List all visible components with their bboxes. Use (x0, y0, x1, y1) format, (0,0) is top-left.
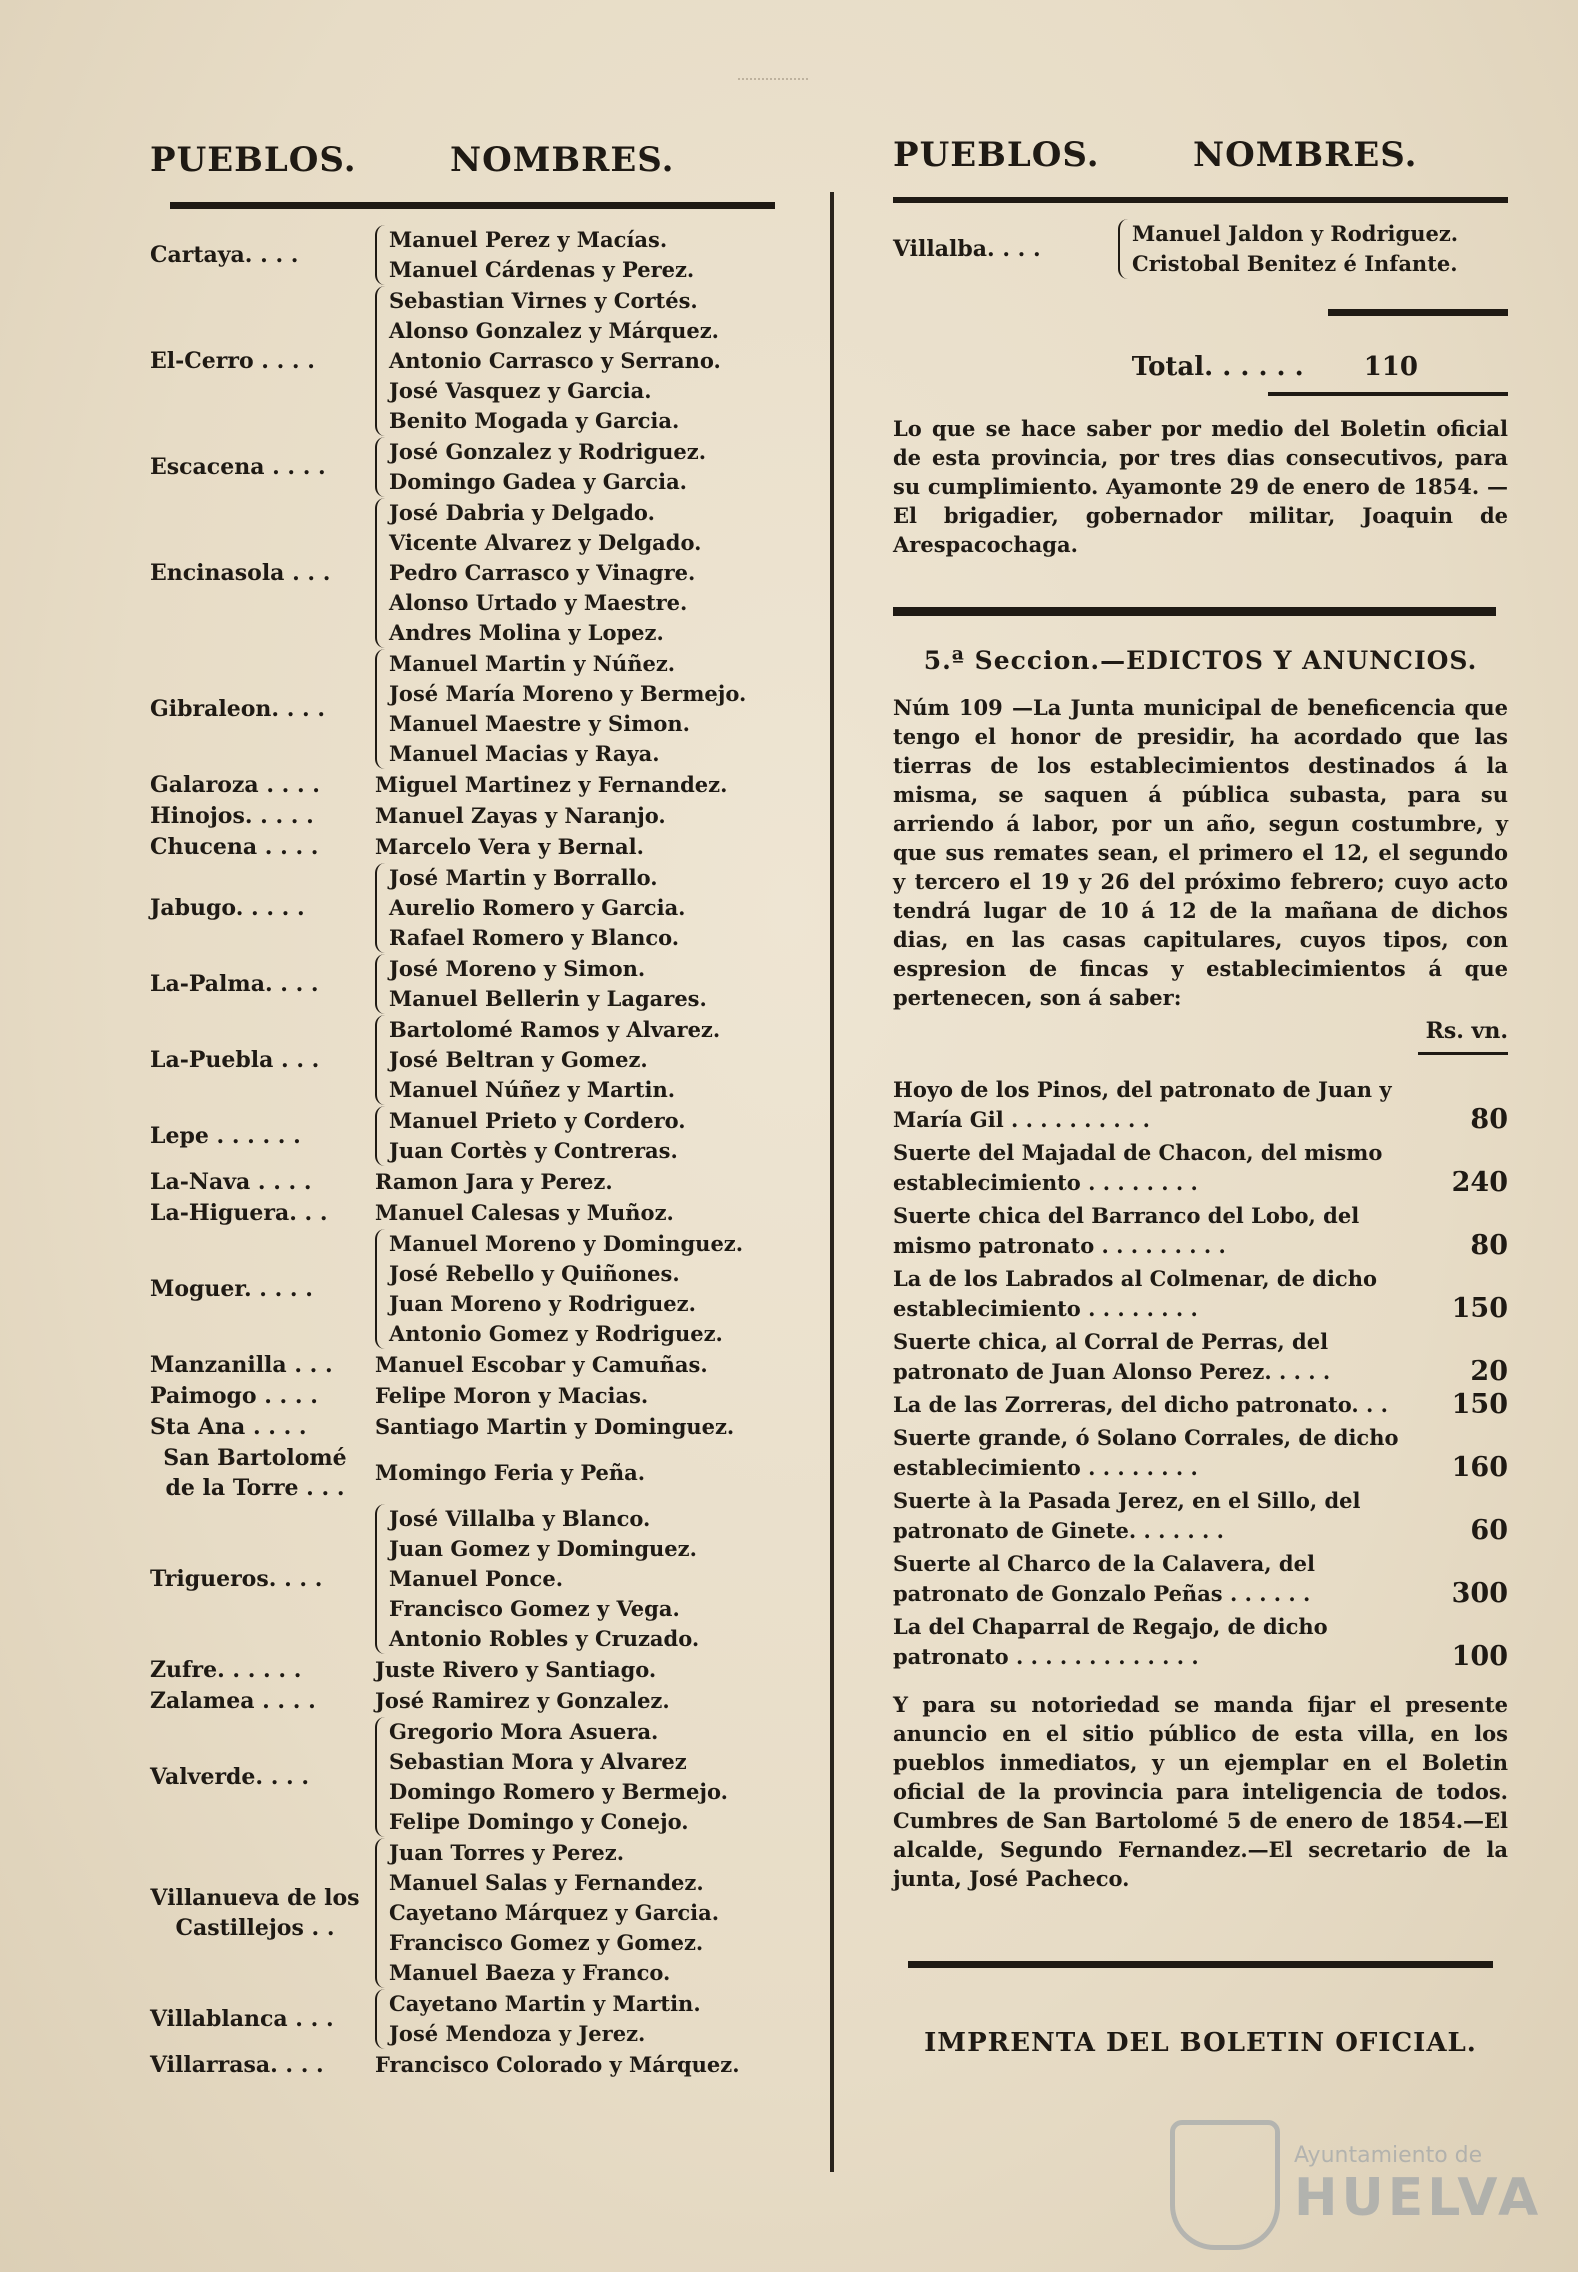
person-name: Juan Cortès y Contreras. (389, 1138, 678, 1163)
person-name: Rafael Romero y Blanco. (389, 925, 680, 950)
person-name: Manuel Ponce. (389, 1566, 563, 1591)
person-name: Felipe Moron y Macias. (375, 1383, 649, 1408)
auction-item (893, 1201, 1508, 1261)
pueblo-name: Gibraleon. . . . (150, 696, 326, 722)
person-name: Gregorio Mora Asuera. (389, 1719, 659, 1744)
pueblo-entry (150, 832, 775, 862)
person-name: Felipe Domingo y Conejo. (389, 1809, 689, 1834)
person-name: Manuel Martin y Núñez. (389, 651, 676, 676)
names-group (375, 801, 666, 831)
pueblo-entry (150, 1167, 775, 1197)
pueblo-entry (150, 1198, 775, 1228)
person-name: José Mendoza y Jerez. (389, 2021, 646, 2046)
pueblo-entry (150, 437, 775, 497)
auction-item (893, 1612, 1508, 1672)
person-name: Manuel Macias y Raya. (389, 741, 660, 766)
person-name: Cristobal Benitez é Infante. (1132, 251, 1458, 276)
person-name: Manuel Moreno y Dominguez. (389, 1231, 744, 1256)
brace (375, 1015, 385, 1105)
auction-item (893, 1138, 1508, 1198)
person-name: Alonso Gonzalez y Márquez. (389, 318, 719, 343)
names-group (375, 498, 701, 648)
person-name: Vicente Alvarez y Delgado. (389, 530, 702, 555)
names-group (375, 1381, 648, 1411)
pueblo-name: La-Palma. . . . (150, 971, 319, 997)
names-group (375, 1686, 670, 1716)
person-name: Domingo Romero y Bermejo. (389, 1779, 728, 1804)
brace (1118, 219, 1128, 279)
person-name: Benito Mogada y Garcia. (389, 408, 680, 433)
item-description: Suerte à la Pasada Jerez, en el Sillo, del patronato de Ginete. . . . . . . (893, 1488, 1361, 1543)
names-group (375, 1989, 701, 2049)
names-group (375, 286, 721, 436)
item-price: 150 (1451, 1389, 1508, 1420)
page-top-ornament (738, 78, 808, 90)
names-group (375, 649, 746, 769)
brace (375, 649, 385, 769)
pueblo-name: Galaroza . . . . (150, 772, 320, 798)
person-name: Manuel Calesas y Muñoz. (375, 1200, 674, 1225)
pueblo-entry (150, 1443, 775, 1503)
pueblo-entry (150, 1106, 775, 1166)
person-name: Manuel Escobar y Camuñas. (375, 1352, 708, 1377)
pueblo-name: La-Nava . . . . (150, 1169, 312, 1195)
item-price: 300 (1451, 1578, 1508, 1609)
person-name: Manuel Salas y Fernandez. (389, 1870, 704, 1895)
right-column-headers (893, 135, 1508, 175)
price-header-rule (1418, 1052, 1508, 1055)
pueblo-entry (150, 1350, 775, 1380)
auction-item (893, 1264, 1508, 1324)
person-name: Manuel Prieto y Cordero. (389, 1108, 686, 1133)
total-label: Total. . . . . . (1131, 352, 1304, 382)
pueblo-entry (150, 1989, 775, 2049)
header-rule (170, 202, 775, 209)
person-name: José Gonzalez y Rodriguez. (389, 439, 706, 464)
item-description: Suerte chica del Barranco del Lobo, del mismo patronato . . . . . . . . . (893, 1203, 1360, 1258)
pueblo-entry (150, 801, 775, 831)
pueblo-entry (150, 1838, 775, 1988)
person-name: Manuel Núñez y Martin. (389, 1077, 676, 1102)
pueblo-name: La-Puebla . . . (150, 1047, 320, 1073)
brace (375, 437, 385, 497)
person-name: José Beltran y Gomez. (389, 1047, 648, 1072)
person-name: Alonso Urtado y Maestre. (389, 590, 688, 615)
pueblo-entry (150, 1504, 775, 1654)
pueblo-name: Manzanilla . . . (150, 1352, 333, 1378)
pueblo-name: Cartaya. . . . (150, 242, 299, 268)
names-group (375, 1504, 699, 1654)
item-description: Suerte del Majadal de Chacon, del mismo establecimiento . . . . . . . . (893, 1140, 1383, 1195)
person-name: Antonio Robles y Cruzado. (389, 1626, 700, 1651)
item-description: Suerte al Charco de la Calavera, del patronato de Gonzalo Peñas . . . . . . (893, 1551, 1315, 1606)
person-name: Andres Molina y Lopez. (389, 620, 664, 645)
pueblo-name: Villarrasa. . . . (150, 2052, 324, 2078)
header-rule (893, 197, 1508, 203)
right-column (893, 135, 1508, 2058)
pueblo-entry (150, 954, 775, 1014)
pueblo-name: Villablanca . . . (150, 2006, 334, 2032)
pueblo-name: Paimogo . . . . (150, 1383, 318, 1409)
brace (375, 1717, 385, 1837)
person-name: Bartolomé Ramos y Alvarez. (389, 1017, 721, 1042)
pueblo-name: Zufre. . . . . . (150, 1657, 302, 1683)
watermark-line1: Ayuntamiento de (1294, 2142, 1483, 2168)
pueblo-entry (150, 225, 775, 285)
item-price: 100 (1451, 1641, 1508, 1672)
pueblo-name: Zalamea . . . . (150, 1688, 316, 1714)
names-group (375, 954, 707, 1014)
person-name: Marcelo Vera y Bernal. (375, 834, 644, 859)
person-name: Manuel Perez y Macías. (389, 227, 668, 252)
left-column-headers (150, 140, 775, 180)
watermark-line2: HUELVA (1294, 2167, 1543, 2228)
person-name: Juan Moreno y Rodriguez. (389, 1291, 696, 1316)
names-group (375, 1106, 686, 1166)
brace (375, 1106, 385, 1166)
pueblo-name: Trigueros. . . . (150, 1566, 323, 1592)
person-name: Manuel Zayas y Naranjo. (375, 803, 666, 828)
person-name: Juste Rivero y Santiago. (375, 1657, 657, 1682)
pueblo-entry (150, 863, 775, 953)
section-title: 5.ª Seccion.—EDICTOS Y ANUNCIOS. (923, 646, 1478, 675)
brace (375, 1229, 385, 1349)
names-group (375, 1229, 743, 1349)
person-name: Manuel Jaldon y Rodriguez. (1132, 221, 1459, 246)
person-name: Santiago Martin y Dominguez. (375, 1414, 735, 1439)
pueblo-name: Villalba. . . . (893, 236, 1041, 262)
edict-intro: Núm 109 —La Junta municipal de beneficencia que tengo el honor de presidir, ha acordado que las tierras de los establecimientos destinados á la misma, se saquen á pública subasta, para su arriendo á labor, por un año, segun costumbre, y que sus remates sean, el primero el 12, el segundo y tercero el 19 y 26 del próximo febrero; cuyo acto tendrá lugar de 10 á 12 de la mañana de dichos dias, en las casas capitulares, cuyos tipos, con espresion de fincas y establecimientos á que pertenecen, son á saber: (893, 695, 1508, 1010)
names-group (375, 1458, 645, 1488)
total-underline (1268, 392, 1508, 396)
names-group (375, 1838, 719, 1988)
person-name: Cayetano Márquez y Garcia. (389, 1900, 720, 1925)
person-name: Juan Gomez y Dominguez. (389, 1536, 697, 1561)
names-group (375, 863, 685, 953)
person-name: José Rebello y Quiñones. (389, 1261, 680, 1286)
person-name: José Villalba y Blanco. (389, 1506, 651, 1531)
person-name: Domingo Gadea y Garcia. (389, 469, 687, 494)
pueblo-entry (150, 286, 775, 436)
pueblo-name: Moguer. . . . . (150, 1276, 313, 1302)
auction-item (893, 1486, 1508, 1546)
names-group (375, 1350, 708, 1380)
person-name: Sebastian Mora y Alvarez (389, 1749, 687, 1774)
pueblo-entry (150, 1686, 775, 1716)
end-rule (908, 1961, 1493, 1968)
column-divider (830, 192, 834, 2172)
person-name: Pedro Carrasco y Vinagre. (389, 560, 696, 585)
edict-closing: Y para su notoriedad se manda fijar el presente anuncio en el sitio público de esta villa, en los pueblos inmediatos, y un ejemplar en el Boletin oficial de la provincia para inteligencia de todos. Cumbres de San Bartolomé 5 de enero de 1854.—El alcalde, Segundo Fernandez.—El secretario de la junta, José Pacheco. (893, 1692, 1508, 1891)
names-group (375, 770, 727, 800)
names-group (375, 1412, 734, 1442)
item-description: Hoyo de los Pinos, del patronato de Juan y María Gil . . . . . . . . . . (893, 1077, 1392, 1132)
brace (375, 863, 385, 953)
pueblo-name: Escacena . . . . (150, 454, 326, 480)
item-price: 60 (1470, 1515, 1508, 1546)
names-group (375, 2050, 740, 2080)
pueblo-entry (150, 1229, 775, 1349)
person-name: José María Moreno y Bermejo. (389, 681, 747, 706)
names-group (375, 225, 694, 285)
pueblo-entry (150, 1412, 775, 1442)
item-price: 240 (1451, 1167, 1508, 1198)
person-name: Francisco Gomez y Vega. (389, 1596, 680, 1621)
person-name: José Ramirez y Gonzalez. (375, 1688, 670, 1713)
names-group (375, 1717, 728, 1837)
pueblo-name: Encinasola . . . (150, 560, 331, 586)
brace (375, 1989, 385, 2049)
pueblos-header: PUEBLOS. (150, 140, 357, 180)
pueblo-name: San Bartolomé de la Torre . . . (163, 1445, 347, 1501)
person-name: Manuel Cárdenas y Perez. (389, 257, 695, 282)
item-description: La de las Zorreras, del dicho patronato. . . (893, 1392, 1388, 1417)
pueblo-entry (150, 1381, 775, 1411)
person-name: Sebastian Virnes y Cortés. (389, 288, 698, 313)
brace (375, 1838, 385, 1988)
pueblo-entry (150, 1015, 775, 1105)
person-name: José Vasquez y Garcia. (389, 378, 652, 403)
person-name: Francisco Colorado y Márquez. (375, 2052, 740, 2077)
names-group (375, 1167, 613, 1197)
pueblos-header: PUEBLOS. (893, 135, 1100, 175)
pueblo-name: Jabugo. . . . . (150, 895, 305, 921)
pueblo-name: Chucena . . . . (150, 834, 319, 860)
brace (375, 1504, 385, 1654)
brace (375, 954, 385, 1014)
person-name: Cayetano Martin y Martin. (389, 1991, 701, 2016)
names-group (375, 1655, 656, 1685)
person-name: José Moreno y Simon. (389, 956, 646, 981)
item-description: Suerte chica, al Corral de Perras, del patronato de Juan Alonso Perez. . . . . (893, 1329, 1331, 1384)
auction-item-list (893, 1075, 1508, 1672)
total-rule (1328, 309, 1508, 316)
pueblo-entry (150, 649, 775, 769)
pueblo-name: Hinojos. . . . . (150, 803, 314, 829)
person-name: Miguel Martinez y Fernandez. (375, 772, 728, 797)
person-name: Antonio Carrasco y Serrano. (389, 348, 721, 373)
item-price: 80 (1470, 1104, 1508, 1135)
person-name: José Martin y Borrallo. (389, 865, 658, 890)
nombres-header: NOMBRES. (450, 140, 675, 180)
item-price: 20 (1470, 1356, 1508, 1387)
person-name: Ramon Jara y Perez. (375, 1169, 613, 1194)
person-name: José Dabria y Delgado. (389, 500, 655, 525)
pueblo-entry (150, 2050, 775, 2080)
pueblo-name: Villanueva de los Castillejos . . (150, 1885, 360, 1941)
auction-item (893, 1549, 1508, 1609)
pueblo-name: Sta Ana . . . . (150, 1414, 307, 1440)
item-price: 150 (1451, 1293, 1508, 1324)
item-price: 160 (1451, 1452, 1508, 1483)
person-name: Juan Torres y Perez. (389, 1840, 624, 1865)
item-description: La de los Labrados al Colmenar, de dicho establecimiento . . . . . . . . (893, 1266, 1377, 1321)
pueblo-entry (150, 1717, 775, 1837)
pueblo-entry (150, 1655, 775, 1685)
auction-item (893, 1390, 1508, 1420)
total-value: 110 (1363, 352, 1418, 382)
person-name: Manuel Bellerin y Lagares. (389, 986, 707, 1011)
person-name: Aurelio Romero y Garcia. (389, 895, 686, 920)
total-row (893, 352, 1418, 382)
pueblo-entry (893, 219, 1508, 279)
notice-paragraph: Lo que se hace saber por medio del Boletin oficial de esta provincia, por tres dias consecutivos, para su cumplimiento. Ayamonte 29 de enero de 1854. —El brigadier, gobernador militar, Joaquin de Arespacochaga. (893, 416, 1508, 557)
names-group (1118, 219, 1458, 279)
pueblo-name: Valverde. . . . (150, 1764, 310, 1790)
person-name: Momingo Feria y Peña. (375, 1460, 646, 1485)
left-column (150, 140, 775, 2081)
person-name: Manuel Maestre y Simon. (389, 711, 690, 736)
item-description: La del Chaparral de Regajo, de dicho patronato . . . . . . . . . . . . . (893, 1614, 1328, 1669)
pueblo-name: Lepe . . . . . . (150, 1123, 301, 1149)
price-header: Rs. vn. (1425, 1018, 1508, 1044)
imprenta-footer: IMPRENTA DEL BOLETIN OFICIAL. (924, 2028, 1477, 2058)
left-entry-list (150, 225, 775, 2080)
person-name: Manuel Baeza y Franco. (389, 1960, 671, 1985)
person-name: Francisco Gomez y Gomez. (389, 1930, 704, 1955)
brace (375, 498, 385, 648)
auction-item (893, 1327, 1508, 1387)
auction-item (893, 1075, 1508, 1135)
names-group (375, 1015, 720, 1105)
person-name: Antonio Gomez y Rodriguez. (389, 1321, 723, 1346)
item-description: Suerte grande, ó Solano Corrales, de dicho establecimiento . . . . . . . . (893, 1425, 1399, 1480)
pueblo-name: La-Higuera. . . (150, 1200, 328, 1226)
names-group (375, 437, 706, 497)
pueblo-entry (150, 498, 775, 648)
pueblo-name: El-Cerro . . . . (150, 348, 315, 374)
brace (375, 286, 385, 436)
names-group (375, 832, 644, 862)
names-group (375, 1198, 674, 1228)
archive-watermark (1170, 2120, 1550, 2250)
right-entry-list (893, 219, 1508, 279)
item-price: 80 (1470, 1230, 1508, 1261)
nombres-header: NOMBRES. (1193, 135, 1418, 175)
brace (375, 225, 385, 285)
auction-item (893, 1423, 1508, 1483)
pueblo-entry (150, 770, 775, 800)
section-rule (893, 607, 1496, 616)
city-seal-icon (1170, 2120, 1280, 2250)
